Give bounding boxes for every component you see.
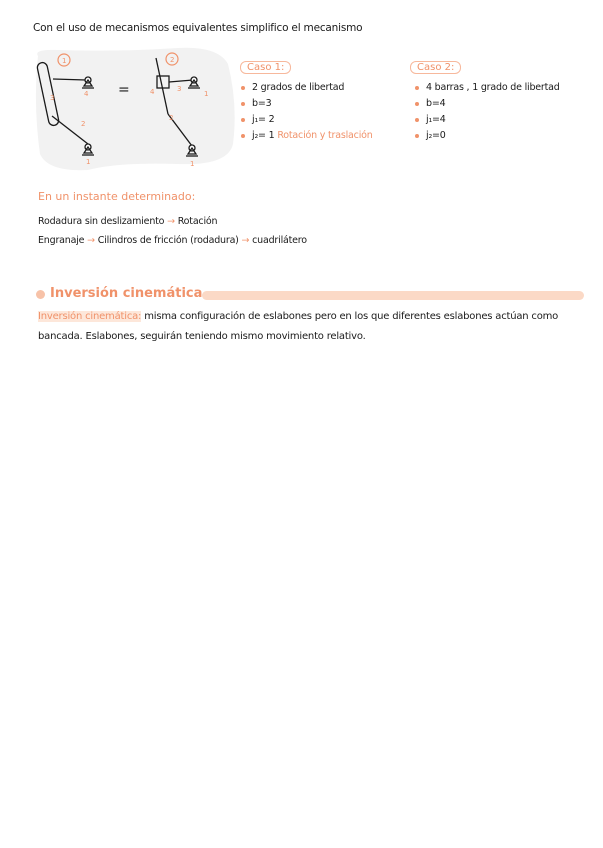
list-item: b=3: [240, 96, 373, 112]
section-highlight-bar: [202, 291, 584, 300]
row2-c: cuadrilátero: [252, 235, 307, 246]
section-heading: [36, 286, 584, 304]
case1-title: Caso 1:: [240, 62, 291, 73]
left-label-1: 1: [86, 158, 91, 166]
list-item: j₂=0: [414, 128, 560, 144]
list-item: 4 barras , 1 grado de libertad: [414, 80, 560, 96]
intro-text: Con el uso de mecanismos equivalentes simplifico el mecanismo: [33, 22, 363, 34]
arrow-icon: →: [87, 235, 95, 246]
list-item: j₁= 2: [240, 112, 373, 128]
row2-b: Cilindros de fricción (rodadura): [97, 235, 239, 246]
left-label-2: 2: [81, 120, 86, 128]
left-label-3: 3: [50, 94, 55, 102]
row1-right: Rotación: [177, 216, 218, 227]
list-item: b=4: [414, 96, 560, 112]
arrow-icon: →: [167, 216, 175, 227]
case1-item-j2: j₂= 1: [252, 130, 275, 141]
bullet-icon: [36, 290, 45, 299]
list-item: [240, 128, 373, 144]
instant-row-2: [38, 235, 307, 246]
arrow-icon: →: [241, 235, 250, 246]
row2-a: Engranaje: [38, 235, 85, 246]
right-label-3: 3: [177, 85, 182, 93]
section-title: Inversión cinemática: [50, 286, 203, 301]
right-label-2: 2: [169, 114, 174, 122]
case2-title: Caso 2:: [410, 62, 461, 73]
definition-paragraph: [38, 307, 568, 347]
left-circle-label: 1: [62, 57, 67, 65]
case2-list: [414, 80, 560, 144]
left-label-4: 4: [84, 90, 89, 98]
definition-text: misma configuración de eslabones pero en los que diferentes eslabones actúan como bancada. Eslabones, seguirán teniendo mismo movimiento relativo.: [38, 311, 559, 342]
equals-sign: =: [118, 82, 130, 98]
definition-term: Inversión cinemática:: [38, 311, 142, 322]
right-label-1b: 1: [190, 160, 195, 168]
right-label-1a: 1: [204, 90, 209, 98]
row1-left: Rodadura sin deslizamiento: [38, 216, 165, 227]
mechanism-diagram: [28, 44, 238, 174]
case1-list: [240, 80, 373, 144]
list-item: j₁=4: [414, 112, 560, 128]
case1-note: Rotación y traslación: [277, 130, 373, 141]
list-item: 2 grados de libertad: [240, 80, 373, 96]
instant-row-1: [38, 216, 217, 227]
right-label-4: 4: [150, 88, 155, 96]
right-circle-label: 2: [170, 56, 175, 64]
instant-heading: En un instante determinado:: [38, 190, 196, 203]
